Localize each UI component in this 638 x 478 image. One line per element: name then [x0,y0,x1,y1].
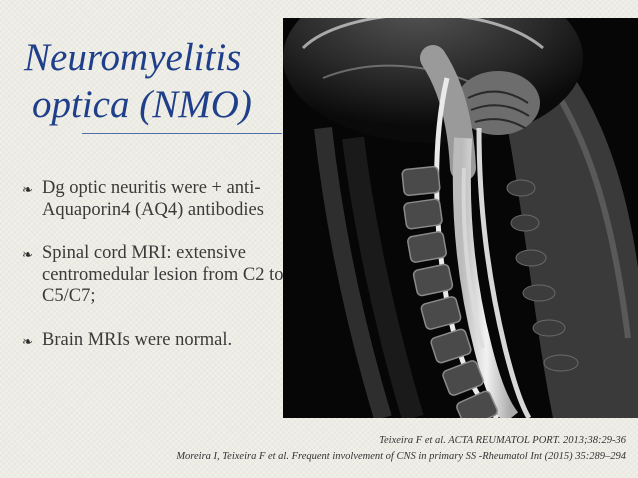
bullet-text: Brain MRIs were normal. [42,329,233,350]
bullet-fleuron-icon: ❧ [22,183,33,198]
title-line-1: Neuromyelitis [24,36,242,79]
reference-1: Teixeira F et al. ACTA REUMATOL PORT. 2013;38:29-36 [379,435,626,446]
title-line-2: optica (NMO) [32,83,252,126]
bullet-fleuron-icon: ❧ [22,334,33,350]
reference-2: Moreira I, Teixeira F et al. Frequent involvement of CNS in primary SS -Rheumatol Int (2015) 35:289–294 [176,451,626,462]
slide-title [24,34,279,128]
bullet-item [22,330,284,352]
bullet-list [22,178,284,351]
bullet-item [22,178,284,221]
title-divider [82,133,282,134]
bullet-item [22,243,284,308]
bullet-text: Spinal cord MRI: extensive centromedular lesion from C2 to C5/C7; [42,243,284,306]
references [106,433,626,465]
mri-sagittal-spine-illustration [283,18,638,418]
mri-image [283,18,638,418]
bullet-text: Dg optic neuritis were + anti- Aquaporin4 (AQ4) antibodies [42,178,264,220]
bullet-fleuron-icon: ❧ [22,248,33,263]
